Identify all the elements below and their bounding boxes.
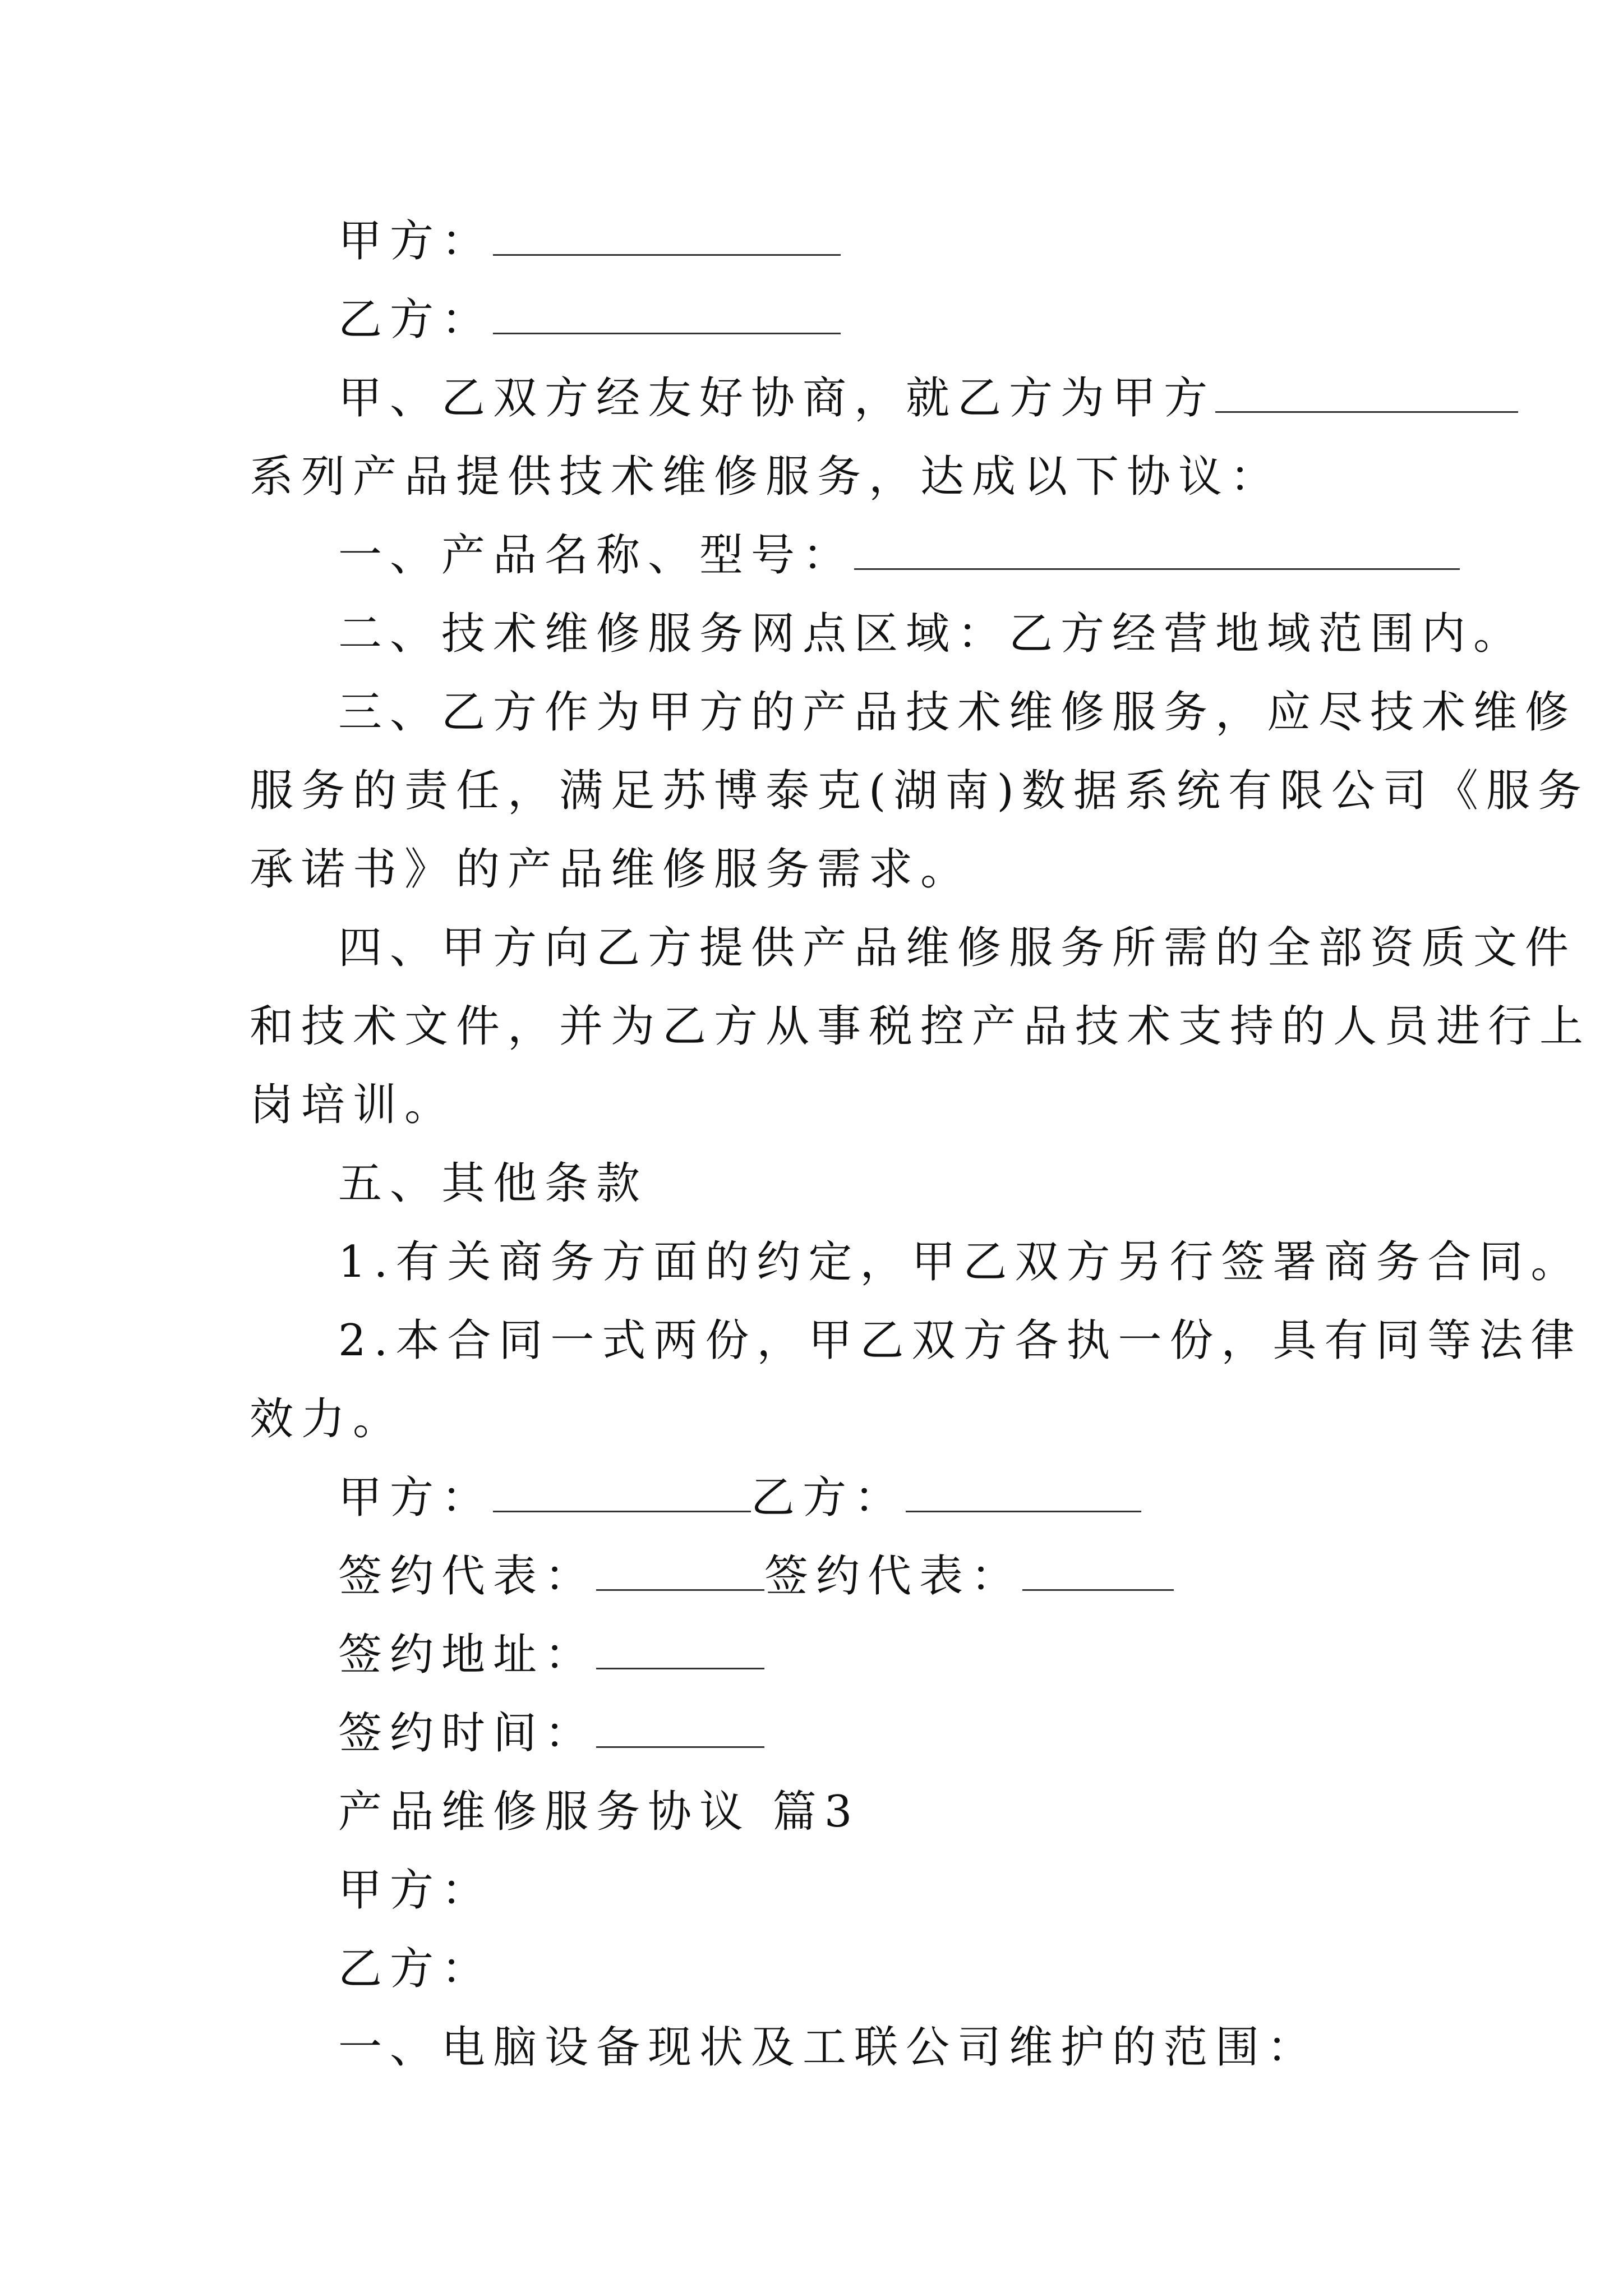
sign-rep-b-blank xyxy=(1022,1552,1174,1591)
clause2-line2 xyxy=(250,1380,1438,1458)
sign-address-blank xyxy=(596,1631,764,1669)
item1-line xyxy=(338,516,1527,595)
s3-party-b-label: 乙方： xyxy=(338,1944,494,1994)
section3-title xyxy=(338,1773,1527,1851)
sign-rep-a-blank xyxy=(596,1552,764,1591)
s3-item1-line xyxy=(338,2008,1527,2087)
item3-text-1: 三、乙方作为甲方的产品技术维修服务，应尽技术维修 xyxy=(338,687,1577,738)
clause1-line xyxy=(338,1223,1583,1301)
party-b-label: 乙方： xyxy=(338,295,494,345)
signature-reps-line xyxy=(338,1537,1527,1616)
s3-item1-text: 一、电脑设备现状及工联公司维护的范围： xyxy=(338,2022,1319,2073)
s3-party-a-label: 甲方： xyxy=(338,1865,494,1916)
sign-party-a-blank xyxy=(493,1474,751,1512)
item4-text-2: 和技术文件，并为乙方从事税控产品技术支持的人员进行上 xyxy=(250,1001,1592,1052)
item2-text: 二、技术维修服务网点区域：乙方经营地域范围内。 xyxy=(338,609,1525,659)
sign-rep-a-label: 签约代表： xyxy=(338,1551,597,1602)
intro-text-1: 甲、乙双方经友好协商，就乙方为甲方 xyxy=(338,373,1216,424)
sign-time-label: 签约时间： xyxy=(338,1708,597,1759)
party-b-blank xyxy=(493,296,841,334)
clause2-text-2: 效力。 xyxy=(250,1394,405,1444)
s3-party-a-line xyxy=(338,1851,1527,1930)
signature-parties-line xyxy=(338,1458,1527,1537)
item4-line1 xyxy=(338,909,1577,987)
clause2-line1 xyxy=(338,1301,1583,1380)
sign-party-b-label: 乙方： xyxy=(751,1473,906,1523)
item3-text-3: 承诺书》的产品维修服务需求。 xyxy=(250,844,972,895)
item4-text-3: 岗培训。 xyxy=(250,1080,457,1130)
sign-rep-b-label: 签约代表： xyxy=(764,1551,1023,1602)
signature-address-line xyxy=(338,1616,1527,1694)
item4-text-1: 四、甲方向乙方提供产品维修服务所需的全部资质文件 xyxy=(338,923,1577,973)
clause2-text-1: 2.本合同一式两份，甲乙双方各执一份，具有同等法律 xyxy=(338,1315,1583,1366)
party-b-line xyxy=(338,280,1527,359)
sign-party-b-blank xyxy=(906,1474,1141,1512)
sign-time-blank xyxy=(596,1709,764,1748)
item5-text: 五、其他条款 xyxy=(338,1158,648,1209)
intro-paragraph-line2 xyxy=(250,438,1438,516)
sign-address-label: 签约地址： xyxy=(338,1630,597,1680)
item3-line1 xyxy=(338,673,1577,752)
item4-line2 xyxy=(250,987,1592,1066)
item5-line xyxy=(338,1144,1527,1223)
intro-paragraph-line1 xyxy=(338,359,1527,438)
sign-party-a-label: 甲方： xyxy=(338,1473,494,1523)
clause1-text: 1.有关商务方面的约定，甲乙双方另行签署商务合同。 xyxy=(338,1237,1583,1287)
product-model-blank xyxy=(854,531,1460,570)
item2-line xyxy=(338,595,1527,673)
signature-time-line xyxy=(338,1694,1527,1773)
party-a-blank xyxy=(493,217,841,256)
section3-title-text: 产品维修服务协议 篇3 xyxy=(338,1787,860,1837)
item4-line3 xyxy=(250,1066,1438,1144)
party-a-label: 甲方： xyxy=(338,216,494,266)
party-a-line xyxy=(338,202,1527,280)
item3-line2 xyxy=(250,752,1589,830)
item3-line3 xyxy=(250,830,1438,909)
s3-party-b-line xyxy=(338,1930,1527,2008)
intro-text-2: 系列产品提供技术维修服务，达成以下协议： xyxy=(250,452,1282,502)
item1-label: 一、产品名称、型号： xyxy=(338,530,855,581)
item3-text-2: 服务的责任，满足苏博泰克(湖南)数据系统有限公司《服务 xyxy=(250,766,1589,816)
product-series-blank xyxy=(1215,374,1518,413)
